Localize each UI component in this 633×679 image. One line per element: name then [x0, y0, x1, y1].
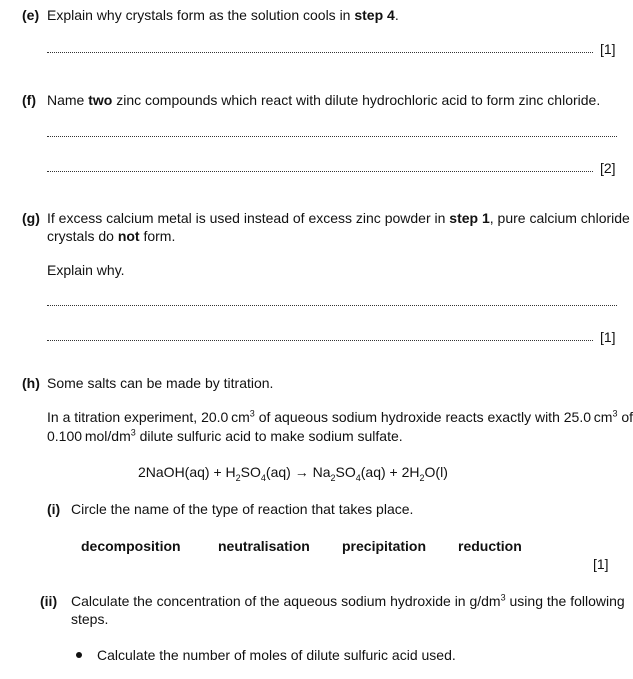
answer-line-e[interactable] [47, 52, 593, 53]
part-h-paragraph-line1: In a titration experiment, 20.0 $cm^3$ of aqueous sodium hydroxide reacts exactly with 25.0 $cm^3$ of [47, 408, 633, 425]
part-h-paragraph-line2: 0.100 mol/$dm^3$ dilute sulfuric acid to make sodium sulfate. [47, 427, 403, 444]
bullet-icon [76, 652, 82, 658]
part-e-question: Explain why crystals form as the solution cools in step 4. [47, 7, 399, 23]
part-h-ii-label: (ii) [40, 593, 58, 609]
answer-line-g-2[interactable] [47, 340, 593, 341]
part-h-i-label: (i) [47, 501, 61, 517]
part-f-label: (f) [22, 92, 36, 108]
part-g-question-line1: If excess calcium metal is used instead of excess zinc powder in step 1, pure calcium chloride [47, 210, 630, 226]
part-h-ii-question-line1: Calculate the concentration of the aqueous sodium hydroxide in $g/dm^3$ using the following [71, 592, 625, 609]
option-reduction[interactable]: reduction [458, 538, 522, 554]
part-h-ii-question-line2: steps. [71, 611, 109, 627]
marks-g: [1] [600, 329, 616, 345]
part-h-i-question: Circle the name of the type of reaction that takes place. [71, 501, 414, 517]
part-g-label: (g) [22, 210, 40, 226]
marks-f: [2] [600, 160, 616, 176]
option-precipitation[interactable]: precipitation [342, 538, 427, 554]
answer-line-f-2[interactable] [47, 171, 593, 172]
part-h-ii-step1: Calculate the number of moles of dilute sulfuric acid used. [97, 647, 456, 663]
part-e-label: (e) [22, 7, 40, 23]
chemical-equation: 2NaOH(aq) + $H_2SO_4(aq) \to Na_2SO_4(aq) + 2H_2O(l)$ [138, 464, 448, 483]
part-f-question: Name two zinc compounds which react with dilute hydrochloric acid to form zinc chloride. [47, 92, 601, 108]
part-h-label: (h) [22, 375, 40, 391]
part-g-explain: Explain why. [47, 262, 125, 278]
marks-h-i: [1] [593, 556, 609, 572]
marks-e: [1] [600, 41, 616, 57]
option-neutralisation[interactable]: neutralisation [218, 538, 310, 554]
part-h-intro: Some salts can be made by titration. [47, 375, 274, 391]
option-decomposition[interactable]: decomposition [81, 538, 181, 554]
part-g-question-line2: crystals do not form. [47, 228, 176, 244]
answer-line-f-1[interactable] [47, 136, 617, 137]
answer-line-g-1[interactable] [47, 305, 617, 306]
